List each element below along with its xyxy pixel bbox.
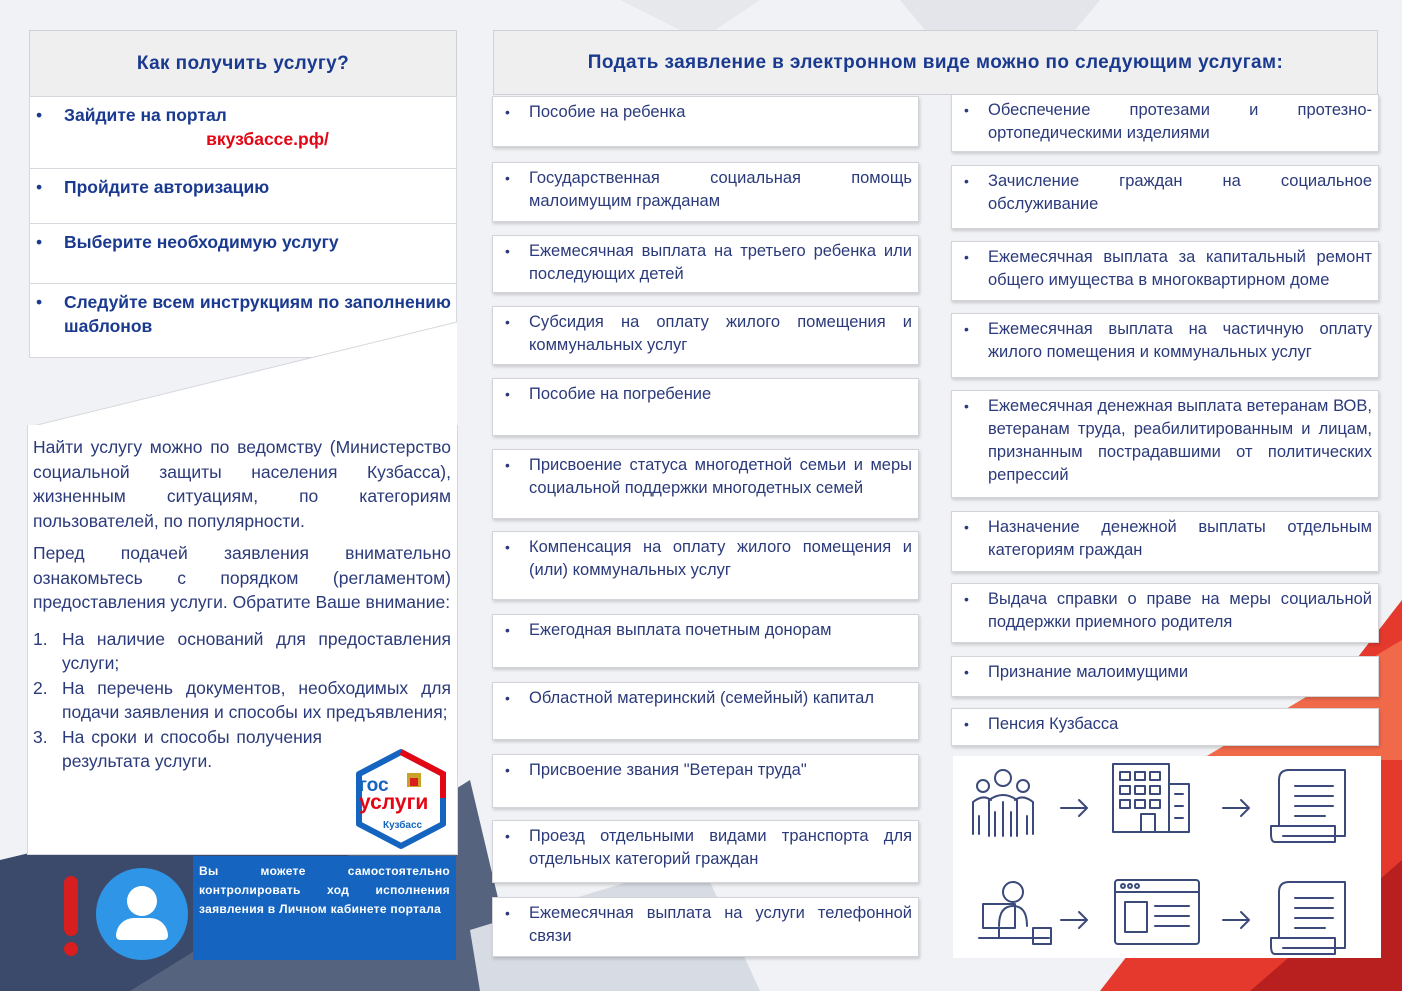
service-item[interactable]: • Присвоение статуса многодетной семьи и меры социальной поддержки многодетных семей: [492, 449, 919, 519]
logo-text-uslugi: услуги: [359, 791, 429, 814]
step-portal: [29, 97, 457, 169]
service-item[interactable]: • Пенсия Кузбасса: [951, 708, 1379, 746]
arrow-right-icon: [1061, 800, 1087, 816]
service-item[interactable]: • Присвоение звания "Ветеран труда": [492, 754, 919, 808]
step-label: Зайдите на портал: [64, 105, 227, 125]
service-item[interactable]: • Ежегодная выплата почетным донорам: [492, 614, 919, 668]
service-item[interactable]: • Ежемесячная выплата за капитальный ремонт общего имущества в многоквартирном доме: [951, 241, 1379, 301]
service-item[interactable]: • Выдача справки о праве на меры социальной поддержки приемного родителя: [951, 583, 1379, 643]
info-paragraph-1: Найти услугу можно по ведомству (Министерство социальной защиты населения Кузбасса), жизненным ситуациям, по категориям пользователей, по популярности.: [33, 437, 451, 531]
service-item[interactable]: • Ежемесячная выплата на частичную оплату жилого помещения и коммунальных услуг: [951, 313, 1379, 378]
service-item[interactable]: • Государственная социальная помощь малоимущим гражданам: [492, 162, 919, 222]
document-icon: [1271, 770, 1345, 842]
warning-mark-icon: [64, 876, 80, 956]
service-item[interactable]: • Пособие на ребенка: [492, 96, 919, 147]
service-item[interactable]: • Признание малоимущими: [951, 656, 1379, 697]
attention-item: 3. На сроки и способы получения результата услуги.: [33, 726, 322, 771]
step-auth: [29, 169, 457, 224]
process-flow-icons: [953, 756, 1381, 958]
document-icon: [1271, 882, 1345, 954]
how-to-title: Как получить услугу?: [29, 30, 457, 97]
portal-link[interactable]: вкузбассе.рф/: [206, 129, 329, 149]
building-icon: [1113, 764, 1189, 832]
service-item[interactable]: • Ежемесячная денежная выплата ветеранам ВОВ, ветеранам труда, реабилитированным и лицам, признанным пострадавшими от политических репрессий: [951, 390, 1379, 498]
notice-text: Вы можете самостоятельно контролировать ход исполнения заявления в Личном кабинете портала: [199, 864, 450, 916]
logo-text-gos: гос: [359, 775, 389, 796]
service-item[interactable]: • Зачисление граждан на социальное обслуживание: [951, 165, 1379, 229]
service-item[interactable]: • Обеспечение протезами и протезно-ортопедическими изделиями: [951, 94, 1379, 152]
service-item[interactable]: • Областной материнский (семейный) капитал: [492, 682, 919, 740]
services-title: Подать заявление в электронном виде можно по следующим услугам:: [493, 30, 1378, 95]
step-choose: [29, 224, 457, 284]
service-item[interactable]: • Проезд отдельными видами транспорта для отдельных категорий граждан: [492, 820, 919, 883]
browser-window-icon: [1115, 880, 1199, 944]
operator-computer-icon: [979, 882, 1051, 944]
step-label: Пройдите авторизацию: [64, 177, 270, 197]
service-item[interactable]: • Субсидия на оплату жилого помещения и коммунальных услуг: [492, 306, 919, 365]
service-item[interactable]: • Пособие на погребение: [492, 378, 919, 436]
divider-shape: [29, 322, 459, 432]
logo-region: Кузбасс: [383, 820, 423, 831]
user-avatar-icon: [96, 868, 188, 960]
step-label: Следуйте всем инструкциям по заполнению шаблонов: [64, 292, 451, 336]
attention-item: 2. На перечень документов, необходимых для подачи заявления и способы их предъявления;: [33, 677, 451, 722]
notice-box: [193, 856, 456, 960]
info-paragraph-2: Перед подачей заявления внимательно ознакомьтесь с порядком (регламентом) предоставления услуги. Обратите Ваше внимание:: [33, 543, 451, 612]
service-item[interactable]: • Компенсация на оплату жилого помещения и (или) коммунальных услуг: [492, 531, 919, 600]
people-group-icon: [973, 770, 1033, 836]
gosuslugi-logo: [351, 748, 451, 850]
arrow-right-icon: [1223, 912, 1249, 928]
arrow-right-icon: [1061, 912, 1087, 928]
step-label: Выберите необходимую услугу: [64, 232, 339, 252]
attention-item: 1. На наличие оснований для предоставления услуги;: [33, 628, 451, 673]
arrow-right-icon: [1223, 800, 1249, 816]
service-item[interactable]: • Ежемесячная выплата на третьего ребенка или последующих детей: [492, 235, 919, 293]
service-item[interactable]: • Ежемесячная выплата на услуги телефонной связи: [492, 897, 919, 957]
process-diagram: [953, 756, 1381, 958]
service-item[interactable]: • Назначение денежной выплаты отдельным категориям граждан: [951, 511, 1379, 572]
